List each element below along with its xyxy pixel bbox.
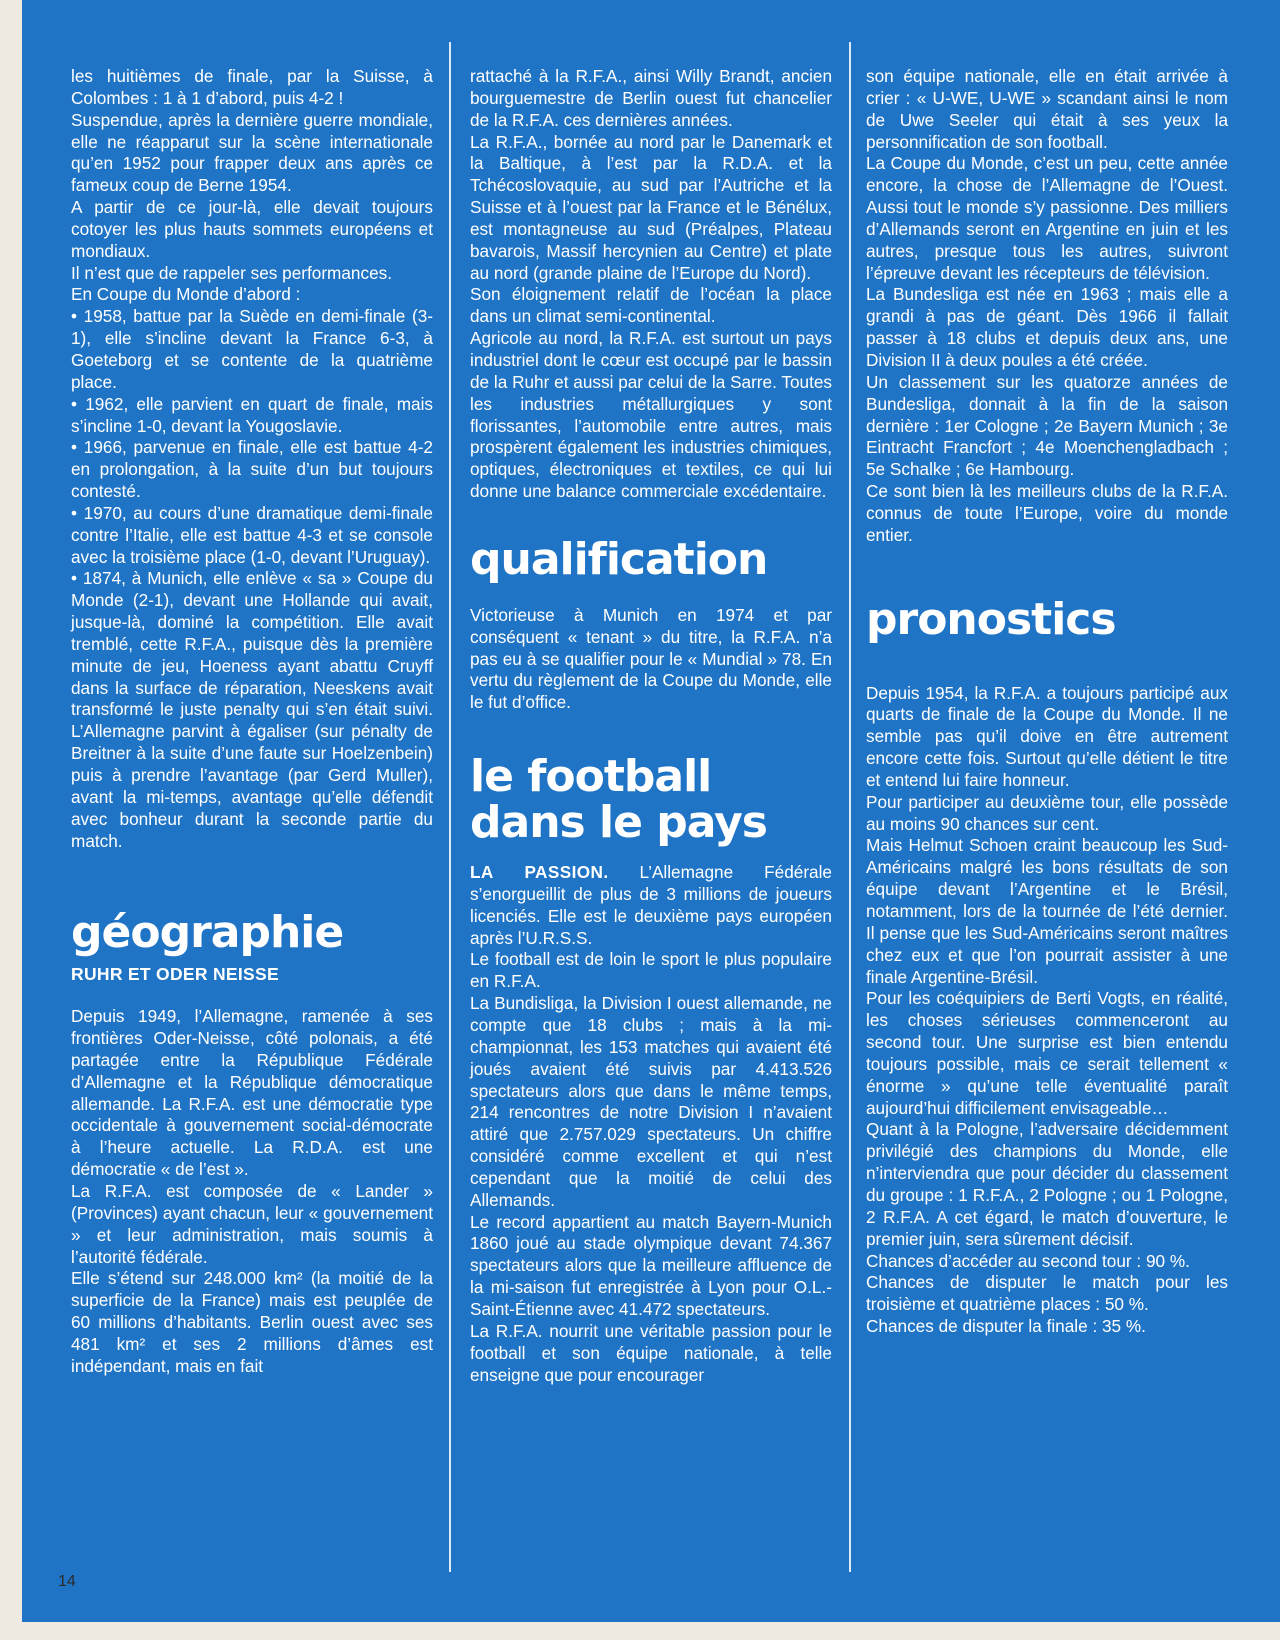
paragraph: Suspendue, après la dernière guerre mondiale, elle ne réapparut sur la scène internationale qu’en 1952 pour frapper deux ans après ce fameux coup de Berne 1954.: [71, 109, 433, 196]
column-rule: [449, 42, 451, 1572]
paragraph: Ce sont bien là les meilleurs clubs de la R.F.A. connus de toute l’Europe, voire du monde entier.: [866, 481, 1228, 545]
paragraph: [470, 862, 832, 949]
section-heading-football-line1: le football: [470, 751, 712, 803]
column-right: [866, 66, 1228, 1338]
paragraph: Son éloignement relatif de l’océan la place dans un climat semi-continental.: [470, 284, 832, 327]
paragraph: Il n’est que de rappeler ses performances.: [71, 262, 393, 283]
paragraph: Pour les coéquipiers de Berti Vogts, en réalité, les choses sérieuses commenceront au second tour. Une surprise est bien entendu toujours possible, mais ce serait tellement « énorme » qu’une telle éventualité paraît aujourd’hui difficilement envisageable…: [866, 988, 1228, 1118]
column-left: [71, 66, 433, 1378]
paragraph: La R.F.A. nourrit une véritable passion pour le football et son équipe nationale, à telle enseigne que pour encourager: [470, 1320, 832, 1385]
section-heading-football-line2: dans le pays: [470, 797, 767, 849]
paragraph: Un classement sur les quatorze années de Bundesliga, donnait à la fin de la saison dernière : 1er Cologne ; 2e Bayern Munich ; 3e Eintracht Francfort ; 4e Moenchengladbach ; 5e Schalke ; 6e Hambourg.: [866, 371, 1228, 480]
page-number: 14: [58, 1573, 76, 1590]
paragraph: Le football est de loin le sport le plus populaire en R.F.A.: [470, 949, 832, 992]
paragraph: A partir de ce jour-là, elle devait toujours cotoyer les plus hauts sommets européens et mondiaux.: [71, 197, 433, 261]
list-item: • 1874, à Munich, elle enlève « sa » Coupe du Monde (2-1), devant une Hollande qui avait, jusque-là, dominé la compétition. Elle avait tremblé, cette R.F.A., puisque dès la première minute de jeu, Hoeness ayant abattu Cruyff dans la surface de réparation, Neeskens avait transformé le juste penalty qui s’en était suivi. L’Allemagne parvint à égaliser (sur pénalty de Breitner à la suite d’une faute sur Hoelzenbein) puis à prendre l’avantage (par Gerd Muller), avant la mi-temps, avantage qu’elle défendit avec bonheur durant la seconde partie du match.: [71, 568, 433, 851]
lead-text: L’Allemagne Fédérale s’enorgueillit de plus de 3 millions de joueurs licenciés. Elle est le deuxième pays européen après l’U.R.S.S.: [470, 862, 832, 948]
paragraph: La Bundisliga, la Division I ouest allemande, ne compte que 18 clubs ; mais à la mi-championnat, les 153 matches qui avaient été joués avaient été suivis par 4.413.526 spectateurs alors que dans le même temps, 214 rencontres de notre Division I n’avaient attiré que 2.757.029 spectateurs. Un chiffre considéré comme excellent et qui n’est cependant que la moitié de celui des Allemands.: [470, 993, 832, 1210]
section-heading-pronostics: pronostics: [866, 593, 1116, 645]
column-rule: [849, 42, 851, 1572]
list-item: • 1962, elle parvient en quart de finale, mais s’incline 1-0, devant la Yougoslavie.: [71, 393, 433, 436]
paragraph: La Bundesliga est née en 1963 ; mais elle a grandi à pas de géant. Dès 1966 il fallait passer à 18 clubs et depuis deux ans, une Division II à deux poules a été créée.: [866, 284, 1228, 370]
paragraph: Chances de disputer le match pour les troisième et quatrième places : 50 %.: [866, 1272, 1228, 1315]
paragraph: les huitièmes de finale, par la Suisse, à Colombes : 1 à 1 d’abord, puis 4-2 !: [71, 66, 433, 108]
paragraph: La R.F.A. est composée de « Lander » (Provinces) ayant chacun, leur « gouvernement » et leur administration, mais soumis à l’autorité fédérale.: [71, 1180, 433, 1267]
paragraph: La Coupe du Monde, c’est un peu, cette année encore, la chose de l’Allemagne de l’Ouest. Aussi tout le monde s’y passionne. Des milliers d’Allemands seront en Argentine en juin et les autres, presque tous les autres, suivront l’épreuve devant les récepteurs de télévision.: [866, 153, 1228, 283]
paragraph: son équipe nationale, elle en était arrivée à crier : « U-WE, U-WE » scandant ainsi le nom de Uwe Seeler qui était à ses yeux la personnification de son football.: [866, 66, 1228, 152]
paragraph: Mais Helmut Schoen craint beaucoup les Sud-Américains malgré les bons résultats de son équipe devant l’Argentine et le Brésil, notamment, lors de la tournée de l’été dernier. Il pense que les Sud-Américains seront maîtres chez eux et que l’on pourrait assister à une finale Argentine-Brésil.: [866, 835, 1228, 987]
paragraph: En Coupe du Monde d’abord :: [71, 284, 301, 305]
lead-in: LA PASSION.: [470, 862, 609, 883]
column-middle: [470, 66, 832, 1386]
section-heading-geographie: géographie: [71, 907, 344, 959]
list-item: • 1958, battue par la Suède en demi-finale (3-1), elle s’incline devant la France 6-3, à Goeteborg et se contente de la quatrième place.: [71, 306, 433, 392]
paragraph: Quant à la Pologne, l’adversaire décidemment privilégié des champions du Monde, elle n’interviendra que pour décider du classement du groupe : 1 R.F.A., 2 Pologne ; ou 1 Pologne, 2 R.F.A. A cet égard, le match d’ouverture, le premier juin, sera sûrement décisif.: [866, 1119, 1228, 1249]
paragraph: Victorieuse à Munich en 1974 et par conséquent « tenant » du titre, la R.F.A. n’a pas eu à se qualifier pour le « Mundial » 78. En vertu du règlement de la Coupe du Monde, elle le fut d’office.: [470, 604, 832, 713]
paragraph: La R.F.A., bornée au nord par le Danemark et la Baltique, à l’est par la R.D.A. et la Tchécoslovaquie, au sud par l’Autriche et la Suisse et à l’ouest par la France et le Bénélux, est montagneuse au sud (Préalpes, Plateau bavarois, Massif hercynien au Centre) et plate au nord (grande plaine de l’Europe du Nord).: [470, 131, 832, 283]
paragraph: Chances d’accéder au second tour : 90 %.: [866, 1250, 1190, 1271]
paragraph: Depuis 1954, la R.F.A. a toujours participé aux quarts de finale de la Coupe du Monde. Il ne semble pas qu’il doive en être autrement encore cette fois. Surtout qu’elle détient le titre et entend lui faire honneur.: [866, 682, 1228, 790]
paragraph: Le record appartient au match Bayern-Munich 1860 joué au stade olympique devant 74.367 spectateurs alors que la meilleure affluence de la mi-saison fut enregistrée à Lyon pour O.L.-Saint-Étienne avec 41.472 spectateurs.: [470, 1211, 832, 1319]
section-heading-qualification: qualification: [470, 533, 768, 585]
paragraph: Elle s’étend sur 248.000 km² (la moitié de la superficie de la France) mais est peuplée de 60 millions d’habitants. Berlin ouest avec ses 481 km² et ses 2 millions d’âmes est indépendant, mais en fait: [71, 1268, 433, 1376]
paragraph: Depuis 1949, l’Allemagne, ramenée à ses frontières Oder-Neisse, côté polonais, a été partagée entre la République Fédérale d’Allemagne et la République démocratique allemande. La R.F.A. est une démocratie type occidentale à gouvernement social-démocrate à l’heure actuelle. La R.D.A. est une démocratie « de l’est ».: [71, 1006, 433, 1180]
paragraph: Agricole au nord, la R.F.A. est surtout un pays industriel dont le cœur est occupé par le bassin de la Ruhr et aussi par celui de la Sarre. Toutes les industries métallurgiques y sont florissantes, l’automobile entre autres, mais prospèrent également les industries chimiques, optiques, électroniques et textiles, ce qui lui donne une balance commerciale excédentaire.: [470, 328, 832, 502]
paragraph: Chances de disputer la finale : 35 %.: [866, 1316, 1146, 1337]
list-item: • 1966, parvenue en finale, elle est battue 4-2 en prolongation, à la suite d’un but toujours contesté.: [71, 437, 433, 502]
list-item: • 1970, au cours d’une dramatique demi-finale contre l’Italie, elle est battue 4-3 et se console avec la troisième place (1-0, devant l’Uruguay).: [71, 502, 433, 567]
paragraph: Pour participer au deuxième tour, elle possède au moins 90 chances sur cent.: [866, 791, 1228, 834]
paragraph: rattaché à la R.F.A., ainsi Willy Brandt, ancien bourguemestre de Berlin ouest fut chancelier de la R.F.A. ces dernières années.: [470, 66, 832, 130]
subheading: RUHR ET ODER NEISSE: [71, 964, 279, 985]
